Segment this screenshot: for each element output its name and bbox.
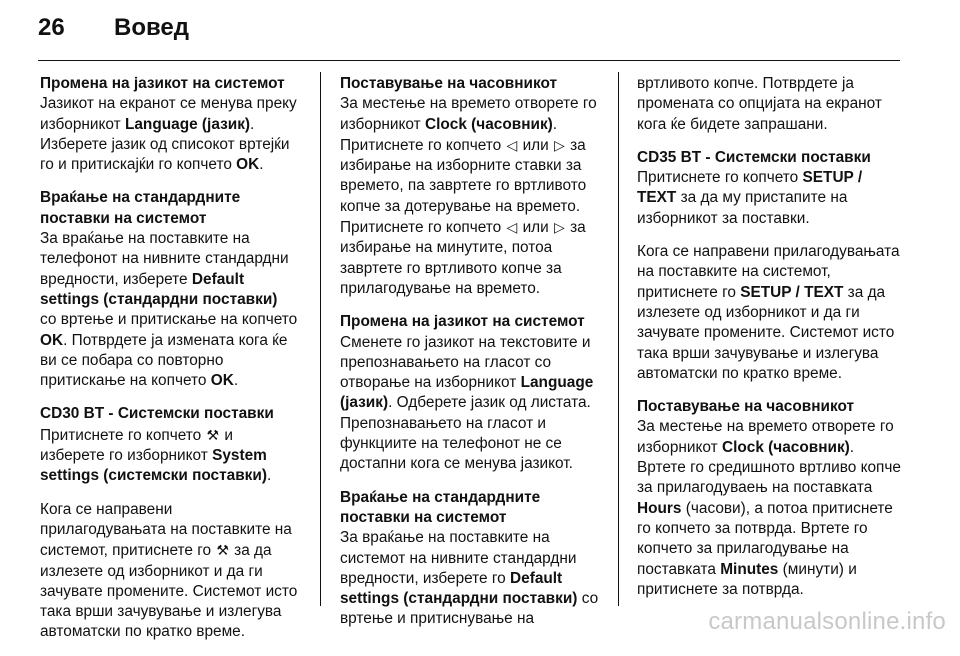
body-text: (часови), а потоа притиснете го копчето за потврда. Вртете го копчето за прилагодување на поставката bbox=[637, 499, 893, 578]
body-text: за да излезете од изборникот и да ги зачувате промените. Системот исто така врши зачувување и излегува автоматски по кратко време. bbox=[40, 542, 298, 641]
bold-text: Hours bbox=[637, 499, 682, 517]
section bbox=[637, 148, 903, 229]
section-body bbox=[637, 417, 903, 600]
body-text: . Вртете го средишното вртливо копче за прилагодуваењ на поставката bbox=[637, 438, 901, 497]
bold-text: Language (јазик) bbox=[124, 115, 251, 133]
bold-text: Default settings (стандардни поставки) bbox=[40, 270, 278, 308]
column-divider bbox=[320, 72, 321, 606]
body-text: за да излезете од изборникот и да ги зачувате промените. Системот исто така врши зачувување и излегува автоматски по кратко време. bbox=[637, 283, 895, 382]
section-body bbox=[40, 425, 298, 487]
body-text: за избирање на минутите, потоа завртете го вртливото копче за прилагодување на времето. bbox=[340, 219, 586, 297]
section-body bbox=[40, 500, 298, 643]
section bbox=[637, 74, 903, 135]
section bbox=[40, 500, 298, 643]
body-text: Кога се направени прилагодувањата на поставките на системот, притиснете го bbox=[40, 500, 292, 560]
section-body bbox=[637, 74, 903, 135]
tools-icon: ⚒ bbox=[216, 542, 229, 559]
section bbox=[40, 74, 298, 175]
body-text: . Изберете јазик од списокот вртејќи го и притискајќи го копчето bbox=[40, 115, 290, 174]
watermark: carmanualsonline.info bbox=[708, 608, 946, 635]
body-text: вртливото копче. Потврдете ја промената со опцијата на екранот кога ќе бидете запрашани. bbox=[637, 75, 882, 133]
body-text: или bbox=[518, 219, 554, 237]
right-arrow-icon: ▷ bbox=[554, 136, 565, 153]
section-heading: Промена на јазикот на системот bbox=[340, 313, 585, 331]
bold-text: System settings (системски поставки) bbox=[40, 447, 267, 485]
section-body bbox=[340, 528, 602, 629]
body-text: за да му пристапите на изборникот за поставки. bbox=[637, 189, 848, 227]
tools-icon: ⚒ bbox=[206, 426, 220, 443]
column-divider bbox=[618, 72, 619, 606]
body-text: Кога се направени прилагодувањата на поставките на системот, притиснете го bbox=[637, 243, 900, 301]
section bbox=[340, 488, 602, 630]
section bbox=[637, 242, 903, 384]
left-arrow-icon: ◁ bbox=[506, 136, 518, 153]
body-text: За враќање на поставките на телефонот на нивните стандардни вредности, изберете bbox=[40, 230, 289, 288]
body-text: . Одберете јазик од листата. Препознавањето на гласот и функциите на телефонот не се достапни кога се менува јазикот. bbox=[340, 394, 591, 473]
bold-text: Clock (часовник) bbox=[424, 115, 553, 133]
body-text: со вртење и притиснување на bbox=[340, 590, 599, 628]
body-text: За местење на времето отворете го изборникот bbox=[340, 95, 597, 133]
bold-text: Language (јазик) bbox=[340, 374, 594, 412]
body-text: . Притиснете го копчето bbox=[340, 115, 558, 154]
bold-text: OK bbox=[40, 331, 64, 349]
body-text: За местење на времето отворете го изборникот bbox=[637, 418, 894, 456]
body-text: . bbox=[266, 467, 272, 485]
column-3 bbox=[637, 74, 903, 613]
section-body bbox=[40, 94, 298, 175]
page-title: Вовед bbox=[114, 14, 190, 41]
section bbox=[40, 188, 298, 391]
section-body bbox=[340, 94, 602, 299]
body-text: . bbox=[233, 372, 239, 390]
body-text: Притиснете го копчето bbox=[40, 426, 206, 444]
section-heading: Промена на јазикот на системот bbox=[40, 75, 285, 92]
page-number: 26 bbox=[38, 14, 65, 41]
section-heading: Поставување на часовникот bbox=[340, 75, 558, 92]
body-text: (минути) и притиснете за потврда. bbox=[637, 560, 857, 598]
body-text: и изберете го изборникот bbox=[40, 426, 233, 465]
page-header bbox=[38, 14, 189, 42]
section-body bbox=[40, 229, 298, 391]
body-text: Сменете го јазикот на текстовите и препознавањето на гласот со отворање на изборникот bbox=[340, 333, 591, 392]
bold-text: SETUP / TEXT bbox=[637, 169, 863, 207]
right-arrow-icon: ▷ bbox=[554, 219, 565, 236]
bold-text: SETUP / TEXT bbox=[740, 283, 844, 301]
section bbox=[637, 397, 903, 600]
bold-text: OK bbox=[236, 156, 260, 174]
header-rule bbox=[38, 60, 900, 61]
body-text: со вртење и притискање на копчето bbox=[40, 311, 298, 329]
body-text: или bbox=[518, 136, 554, 154]
bold-text: Clock (часовник) bbox=[721, 438, 850, 456]
body-text: за избирање на изборните ставки за времето, па завртете го вртливото копче за дотерување на времето. Притиснете го копчето bbox=[340, 136, 587, 237]
section-heading: Поставување на часовникот bbox=[637, 398, 855, 416]
bold-text: Minutes bbox=[720, 560, 779, 578]
section-body bbox=[637, 242, 903, 384]
section-body bbox=[637, 168, 903, 229]
section-heading: Враќање на стандардните поставки на системот bbox=[40, 189, 241, 227]
column-1 bbox=[40, 74, 298, 656]
section-heading: CD30 BT - Системски поставки bbox=[40, 405, 274, 423]
body-text: Притиснете го копчето bbox=[637, 169, 803, 187]
bold-text: Default settings (стандардни поставки) bbox=[340, 569, 578, 608]
section bbox=[340, 312, 602, 474]
section bbox=[340, 74, 602, 299]
left-arrow-icon: ◁ bbox=[506, 219, 518, 236]
section-body bbox=[340, 333, 602, 475]
body-text: . Потврдете ја измената кога ќе ви се побара со повторно притискање на копчето bbox=[40, 331, 288, 390]
body-text: . bbox=[259, 156, 264, 174]
section bbox=[40, 404, 298, 486]
body-text: Јазикот на екранот се менува преку изборникот bbox=[40, 95, 297, 133]
body-text: За враќање на поставките на системот на нивните стандардни вредности, изберете го bbox=[340, 529, 577, 587]
section-heading: Враќање на стандардните поставки на системот bbox=[340, 488, 541, 526]
column-2 bbox=[340, 74, 602, 643]
bold-text: OK bbox=[210, 372, 234, 390]
section-heading: CD35 BT - Системски поставки bbox=[637, 148, 871, 166]
